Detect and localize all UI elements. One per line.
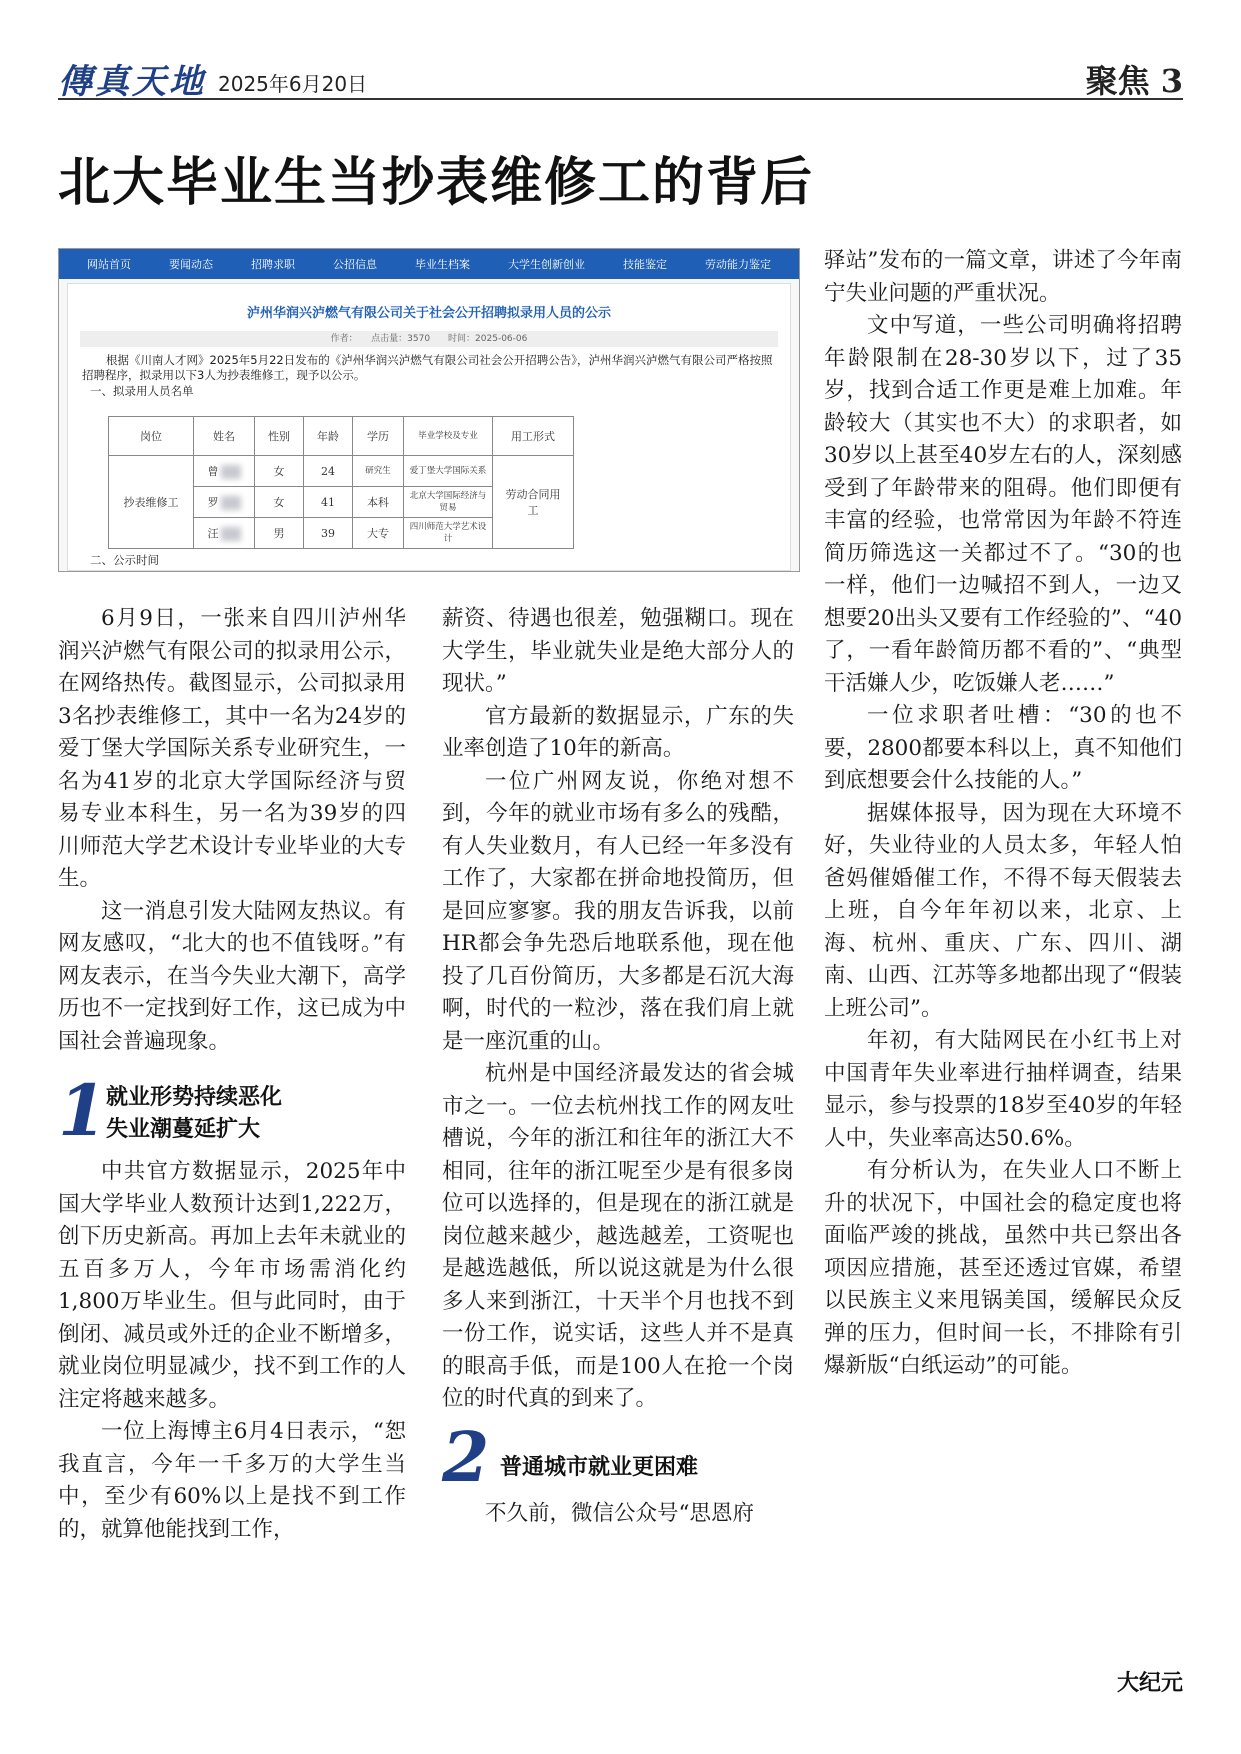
- notice-meta: 作者： 点击量：3570 时间：2025-06-06: [80, 331, 778, 347]
- subheading-1: [58, 1069, 406, 1152]
- notice-footer-heading: 二、公示时间: [90, 553, 159, 567]
- paragraph: 杭州是中国经济最发达的省会城市之一。一位去杭州找工作的网友吐槽说，今年的浙江和往年的浙江大不相同，往年的浙江呢至少是有很多岗位可以选择的，但是现在的浙江就是岗位越来越少，越选越差，工资呢也是越选越低，所以说这就是为什么很多人来到浙江，十天半个月也找不到一份工作，说实话，这些人并不是真的眼高手低，而是100人在抢一个岗位的时代真的到来了。: [442, 1061, 794, 1411]
- table-row: [109, 456, 574, 487]
- education-cell: 研究生: [353, 456, 404, 487]
- subheading-number: 2: [442, 1417, 490, 1498]
- gender-cell: 女: [255, 487, 304, 518]
- age-cell: 39: [304, 518, 353, 549]
- table-header: 性别: [255, 417, 304, 456]
- school-cell: 爱丁堡大学国际关系: [404, 456, 493, 487]
- table-header: 用工形式: [493, 417, 574, 456]
- paragraph: 这一消息引发大陆网友热议。有网友感叹，“北大的也不值钱呀。”有网友表示，在当今失业大潮下，高学历也不一定找到好工作，这已成为中国社会普遍现象。: [58, 898, 406, 1054]
- paragraph: 官方最新的数据显示，广东的失业率创造了10年的新高。: [442, 703, 794, 761]
- age-cell: 24: [304, 456, 353, 487]
- name-cell: 曾: [194, 456, 255, 487]
- paragraph: 一位求职者吐槽：“30的也不要，2800都要本科以上，真不知他们到底想要会什么技能的人。”: [824, 703, 1182, 793]
- nav-item: 毕业生档案: [415, 258, 470, 271]
- subheading-number: 1: [58, 1069, 107, 1152]
- column-1: [58, 603, 406, 1546]
- table-header: 年龄: [304, 417, 353, 456]
- paragraph: 一位广州网友说，你绝对想不到，今年的就业市场有多么的残酷，有人失业数月，有人已经一年多没有工作了，大家都在拼命地投简历，但是回应寥寥。我的朋友告诉我，以前HR都会争先恐后地联系他，现在他投了几百份简历，大多都是石沉大海啊，时代的一粒沙，落在我们肩上就是一座沉重的山。: [442, 768, 794, 1054]
- school-cell: 北京大学国际经济与贸易: [404, 487, 493, 518]
- table-header: 岗位: [109, 417, 194, 456]
- redaction-blur: [221, 465, 241, 479]
- subheading-line: 就业形势持续恶化: [106, 1085, 283, 1110]
- table-header: 学历: [353, 417, 404, 456]
- article-source: 大纪元: [1116, 1671, 1183, 1696]
- paragraph: 据媒体报导，因为现在大环境不好，失业待业的人员太多，年轻人怕爸妈催婚催工作，不得不每天假装去上班，自今年年初以来，北京、上海、杭州、重庆、广东、四川、湖南、山西、江苏等多地都出现了“假装上班公司”。: [824, 800, 1182, 1021]
- nav-item: 技能鉴定: [623, 258, 667, 271]
- paragraph: 一位上海博主6月4日表示，“恕我直言，今年一千多万的大学生当中，至少有60%以上是找不到工作的，就算他能找到工作，: [58, 1419, 406, 1542]
- nav-item: 招聘求职: [251, 258, 295, 271]
- subheading-text: [106, 1082, 282, 1146]
- paragraph: 薪资、待遇也很差，勉强糊口。现在大学生，毕业就失业是绝大部分人的现状。”: [442, 606, 794, 696]
- position-cell: 抄表维修工: [109, 456, 194, 549]
- name-cell: 罗: [194, 487, 255, 518]
- table-header-row: [109, 417, 574, 456]
- employment-cell: 劳动合同用工: [493, 456, 574, 549]
- school-cell: 四川师范大学艺术设计: [404, 518, 493, 549]
- subheading-2: [442, 1417, 794, 1498]
- paragraph: 不久前，微信公众号“思恩府: [485, 1500, 754, 1526]
- notice-paragraph: 根据《川南人才网》2025年5月22日发布的《泸州华润兴泸燃气有限公司社会公开招聘公告》，泸州华润兴泸燃气有限公司严格按照招聘程序，拟录用以下3人为抄表维修工，现予以公示。: [82, 353, 773, 382]
- nav-item: 公招信息: [333, 258, 377, 271]
- subheading-line: 失业潮蔓延扩大: [106, 1117, 261, 1142]
- paragraph: 中共官方数据显示，2025年中国大学毕业人数预计达到1,222万，创下历史新高。再加上去年未就业的五百多万人，今年市场需消化约1,800万毕业生。但与此同时，由于倒闭、减员或外迁的企业不断增多，就业岗位明显减少，找不到工作的人注定将越来越多。: [58, 1159, 406, 1412]
- article-headline: 北大毕业生当抄表维修工的背后: [58, 153, 815, 213]
- screenshot-figure: [58, 248, 800, 572]
- page-header: [58, 52, 1183, 100]
- table-header: 毕业学校及专业: [404, 417, 493, 456]
- education-cell: 大专: [353, 518, 404, 549]
- nav-item: 网站首页: [87, 258, 131, 271]
- nav-item: 要闻动态: [169, 258, 213, 271]
- redaction-blur: [221, 527, 241, 541]
- paragraph: 驿站”发布的一篇文章，讲述了今年南宁失业问题的严重状况。: [824, 248, 1182, 306]
- subheading-text: 普通城市就业更困难: [500, 1454, 699, 1480]
- notice-title: 泸州华润兴泸燃气有限公司关于社会公开招聘拟录用人员的公示: [246, 306, 611, 321]
- publication-name: 傳真天地: [58, 62, 206, 102]
- education-cell: 本科: [353, 487, 404, 518]
- screenshot-body: [67, 283, 791, 571]
- gender-cell: 女: [255, 456, 304, 487]
- hire-table: [108, 416, 574, 549]
- redaction-blur: [221, 496, 241, 510]
- notice-list-heading: 一、拟录用人员名单: [90, 384, 194, 398]
- column-2: [442, 603, 794, 1530]
- paragraph: 文中写道，一些公司明确将招聘年龄限制在28-30岁以下，过了35岁，找到合适工作更是难上加难。年龄较大（其实也不大）的求职者，如30岁以上甚至40岁左右的人，深刻感受到了年龄带来的阻碍。他们即便有丰富的经验，也常常因为年龄不符连简历筛选这一关都过不了。“30的也一样，他们一边喊招不到人，一边又想要20出头又要有工作经验的”、“40了，一看年龄简历都不看的”、“典型干活嫌人少，吃饭嫌人老……”: [824, 313, 1182, 696]
- section-label: 聚焦 3: [1085, 62, 1183, 100]
- gender-cell: 男: [255, 518, 304, 549]
- table-header: 姓名: [194, 417, 255, 456]
- age-cell: 41: [304, 487, 353, 518]
- issue-date: 2025年6月20日: [218, 72, 368, 96]
- paragraph: 年初，有大陆网民在小红书上对中国青年失业率进行抽样调查，结果显示，参与投票的18岁至40岁的年轻人中，失业率高达50.6%。: [824, 1028, 1182, 1151]
- nav-item: 劳动能力鉴定: [705, 258, 771, 271]
- nav-item: 大学生创新创业: [508, 258, 585, 271]
- paragraph: 有分析认为，在失业人口不断上升的状况下，中国社会的稳定度也将面临严竣的挑战，虽然中共已祭出各项因应措施，甚至还透过官媒，希望以民族主义来甩锅美国，缓解民众反弹的压力，但时间一长，不排除有引爆新版“白纸运动”的可能。: [824, 1158, 1182, 1378]
- column-3: [824, 245, 1182, 1383]
- screenshot-nav: [59, 249, 799, 279]
- name-cell: 汪: [194, 518, 255, 549]
- paragraph: 6月9日，一张来自四川泸州华润兴泸燃气有限公司的拟录用公示，在网络热传。截图显示，公司拟录用3名抄表维修工，其中一名为24岁的爱丁堡大学国际关系专业研究生，一名为41岁的北京大学国际经济与贸易专业本科生，另一名为39岁的四川师范大学艺术设计专业毕业的大专生。: [58, 606, 406, 891]
